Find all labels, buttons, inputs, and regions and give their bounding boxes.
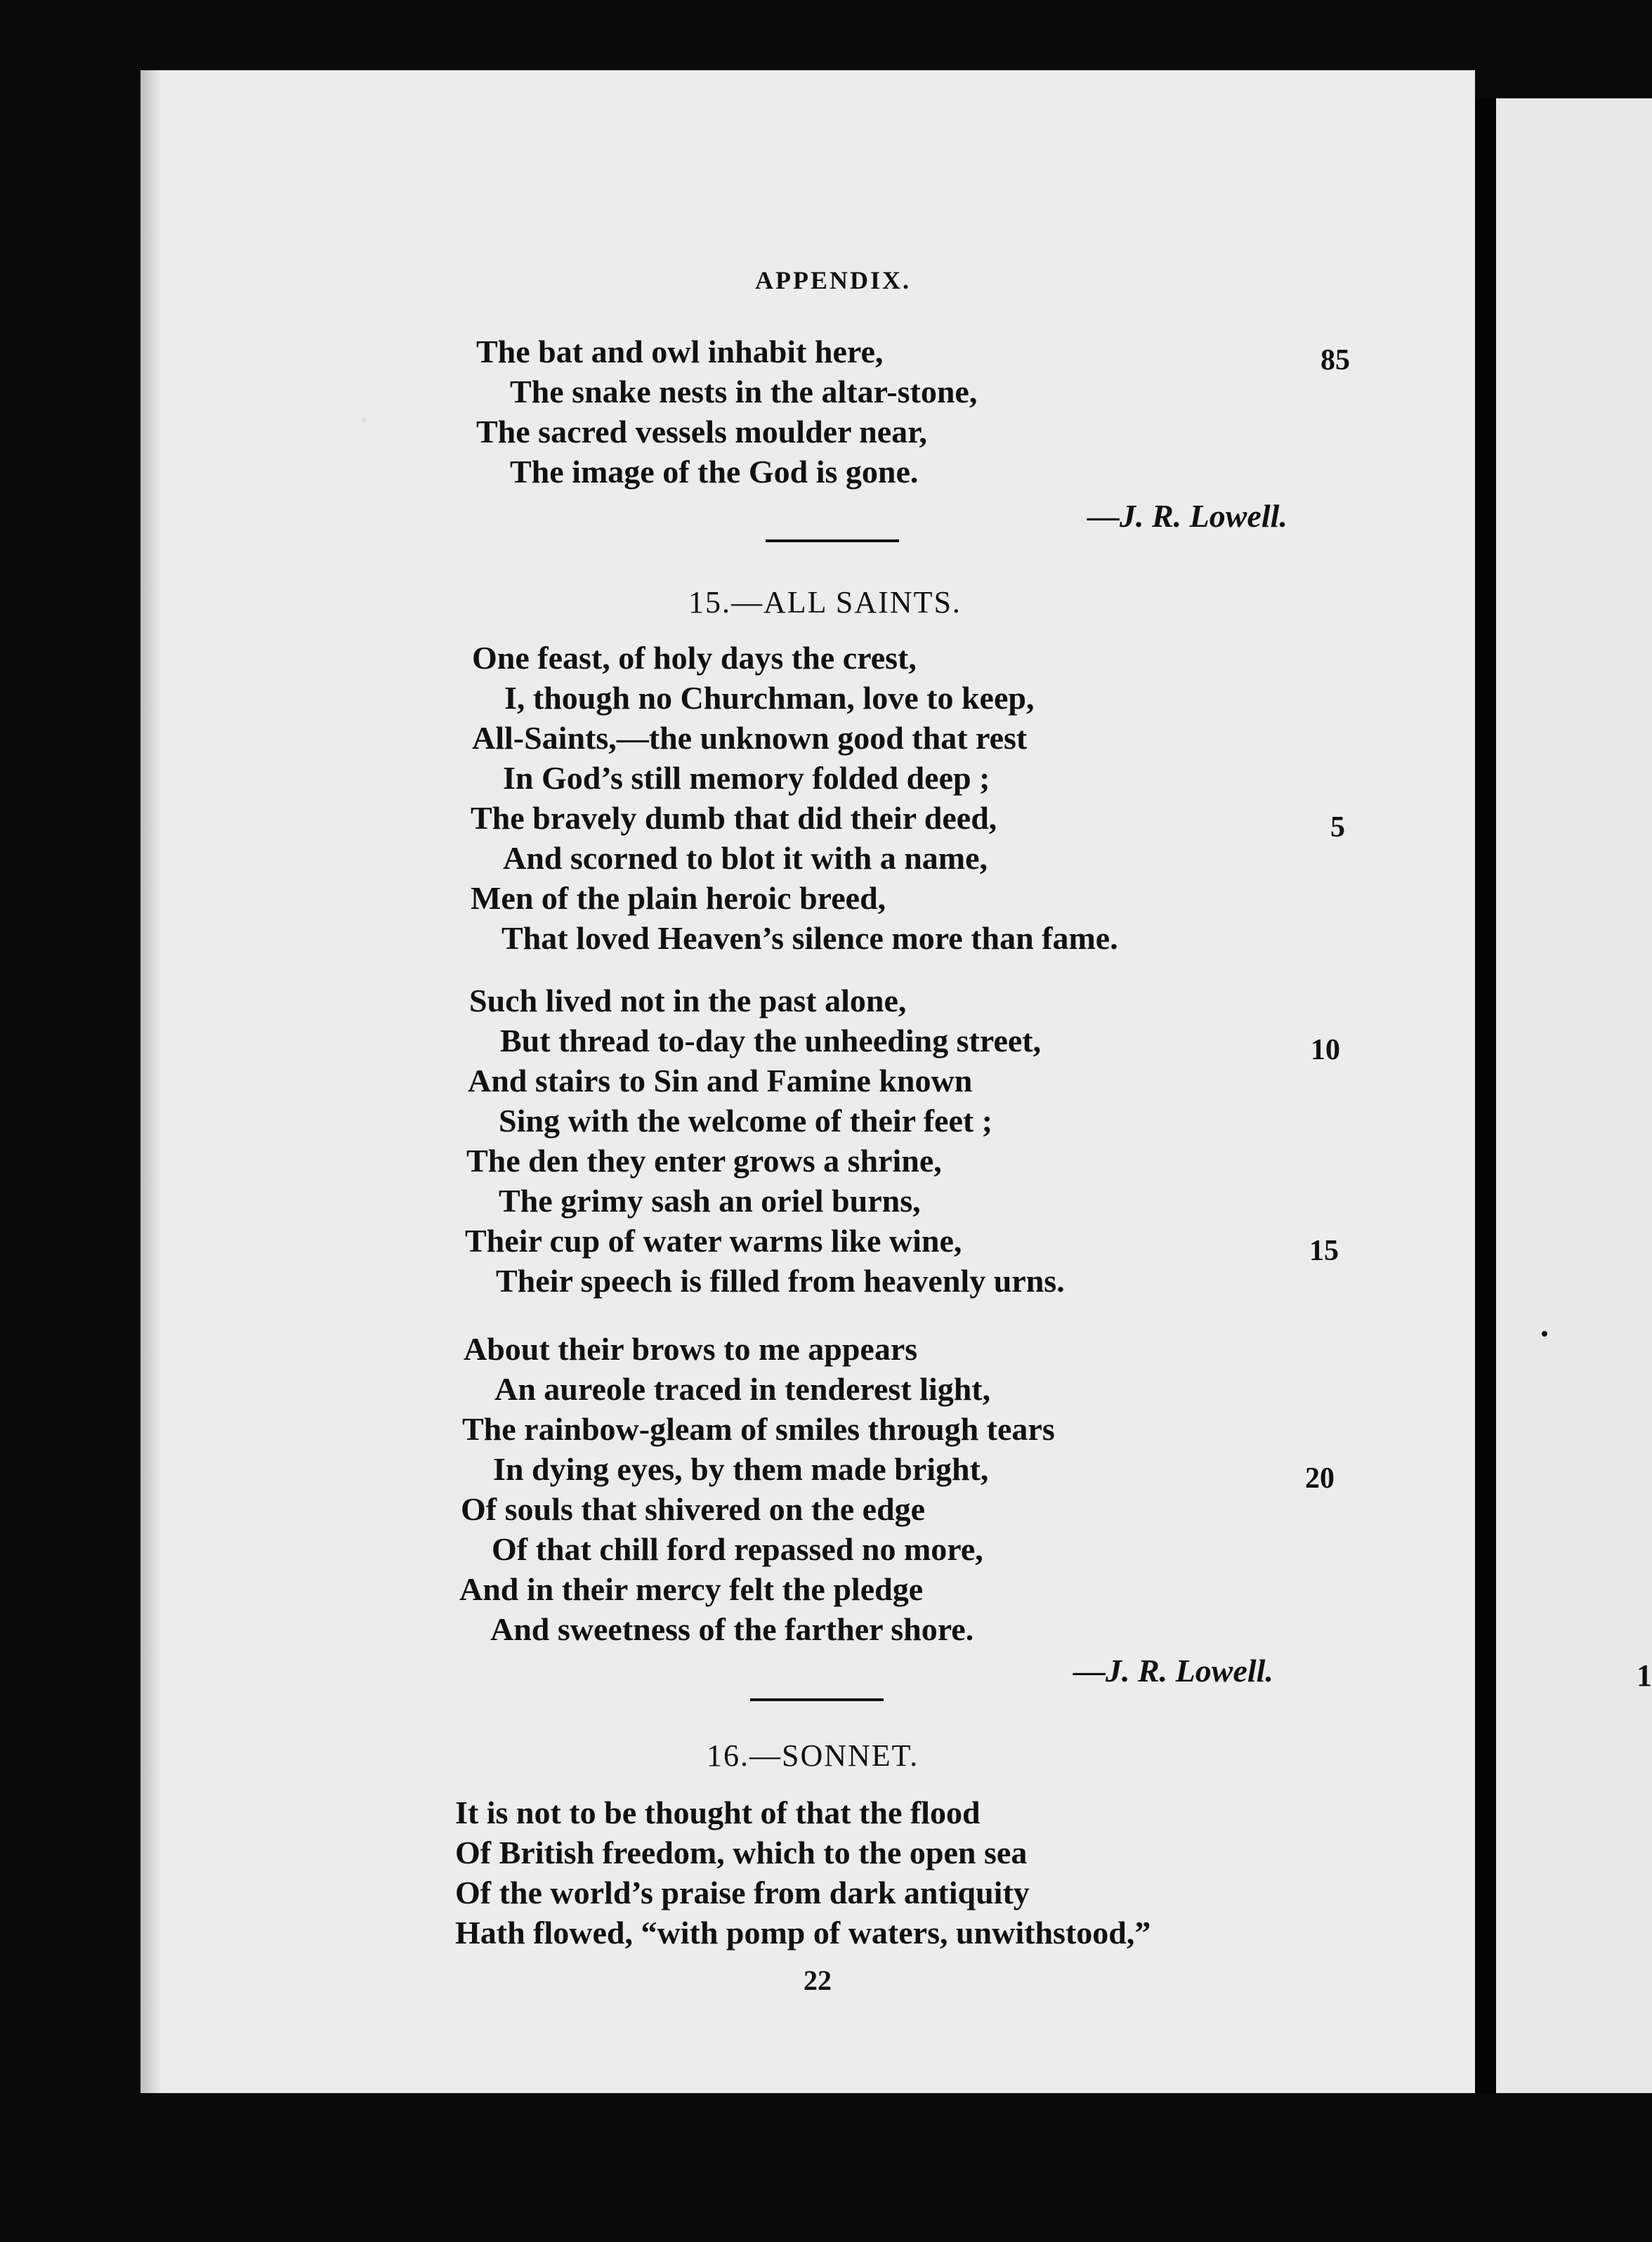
page-number: 22 <box>804 1965 832 1996</box>
attribution: —J. R. Lowell. <box>1087 498 1287 534</box>
verse-line: Of that chill ford repassed no more, <box>492 1531 983 1567</box>
verse-line: The den they enter grows a shrine, <box>466 1143 942 1179</box>
verse-line: I, though no Churchman, love to keep, <box>504 680 1035 716</box>
verse-line: One feast, of holy days the crest, <box>472 640 917 676</box>
verse-line: And sweetness of the farther shore. <box>490 1611 974 1647</box>
facing-page <box>1496 98 1652 2093</box>
scan-speck <box>1542 1331 1547 1337</box>
section-rule <box>766 539 899 542</box>
verse-line: That loved Heaven’s silence more than fame. <box>501 920 1118 956</box>
verse-line: Of British freedom, which to the open sea <box>455 1835 1028 1870</box>
line-number: 85 <box>1320 344 1350 376</box>
verse-line: The bat and owl inhabit here, <box>476 334 884 369</box>
line-number: 10 <box>1311 1034 1340 1066</box>
verse-line: Sing with the welcome of their feet ; <box>499 1103 993 1139</box>
verse-line: The image of the God is gone. <box>510 454 919 490</box>
verse-line: Of the world’s praise from dark antiquity <box>455 1875 1030 1910</box>
verse-line: An aureole traced in tenderest light, <box>494 1371 991 1407</box>
verse-line: Of souls that shivered on the edge <box>461 1491 926 1527</box>
line-number: 15 <box>1309 1235 1339 1267</box>
verse-line: All-Saints,—the unknown good that rest <box>472 720 1028 756</box>
book-gutter <box>1475 98 1496 2093</box>
poem-heading: 15.—ALL SAINTS. <box>688 585 962 620</box>
verse-line: Their cup of water warms like wine, <box>465 1223 962 1259</box>
verse-line: Men of the plain heroic breed, <box>471 880 886 916</box>
verse-line: In God’s still memory folded deep ; <box>503 760 990 796</box>
verse-line: And stairs to Sin and Famine known <box>468 1063 973 1099</box>
verse-line: And in their mercy felt the pledge <box>459 1571 924 1607</box>
verse-line: The rainbow-gleam of smiles through tears <box>462 1411 1055 1447</box>
verse-line: Their speech is filled from heavenly urns. <box>496 1263 1065 1299</box>
attribution: —J. R. Lowell. <box>1073 1653 1273 1689</box>
running-head: APPENDIX. <box>755 266 911 294</box>
verse-line: Such lived not in the past alone, <box>469 983 907 1018</box>
verse-line: It is not to be thought of that the flood <box>455 1795 981 1830</box>
line-number: 20 <box>1305 1462 1335 1495</box>
verse-line: Hath flowed, “with pomp of waters, unwithstood,” <box>455 1915 1151 1951</box>
verse-line: In dying eyes, by them made bright, <box>493 1451 989 1487</box>
verse-line: The bravely dumb that did their deed, <box>471 800 997 836</box>
facing-page-mark: 1 <box>1637 1658 1652 1693</box>
verse-line: About their brows to me appears <box>464 1331 918 1367</box>
verse-line: The grimy sash an oriel burns, <box>499 1183 921 1219</box>
verse-line: The snake nests in the altar-stone, <box>510 374 978 409</box>
verse-line: The sacred vessels moulder near, <box>476 414 927 450</box>
poem-heading: 16.—SONNET. <box>707 1738 919 1773</box>
line-number: 5 <box>1330 811 1345 844</box>
verse-line: But thread to-day the unheeding street, <box>500 1023 1042 1058</box>
scan-speck <box>362 418 366 422</box>
section-rule <box>750 1698 884 1701</box>
page-shadow <box>140 70 162 2093</box>
verse-line: And scorned to blot it with a name, <box>503 840 988 876</box>
